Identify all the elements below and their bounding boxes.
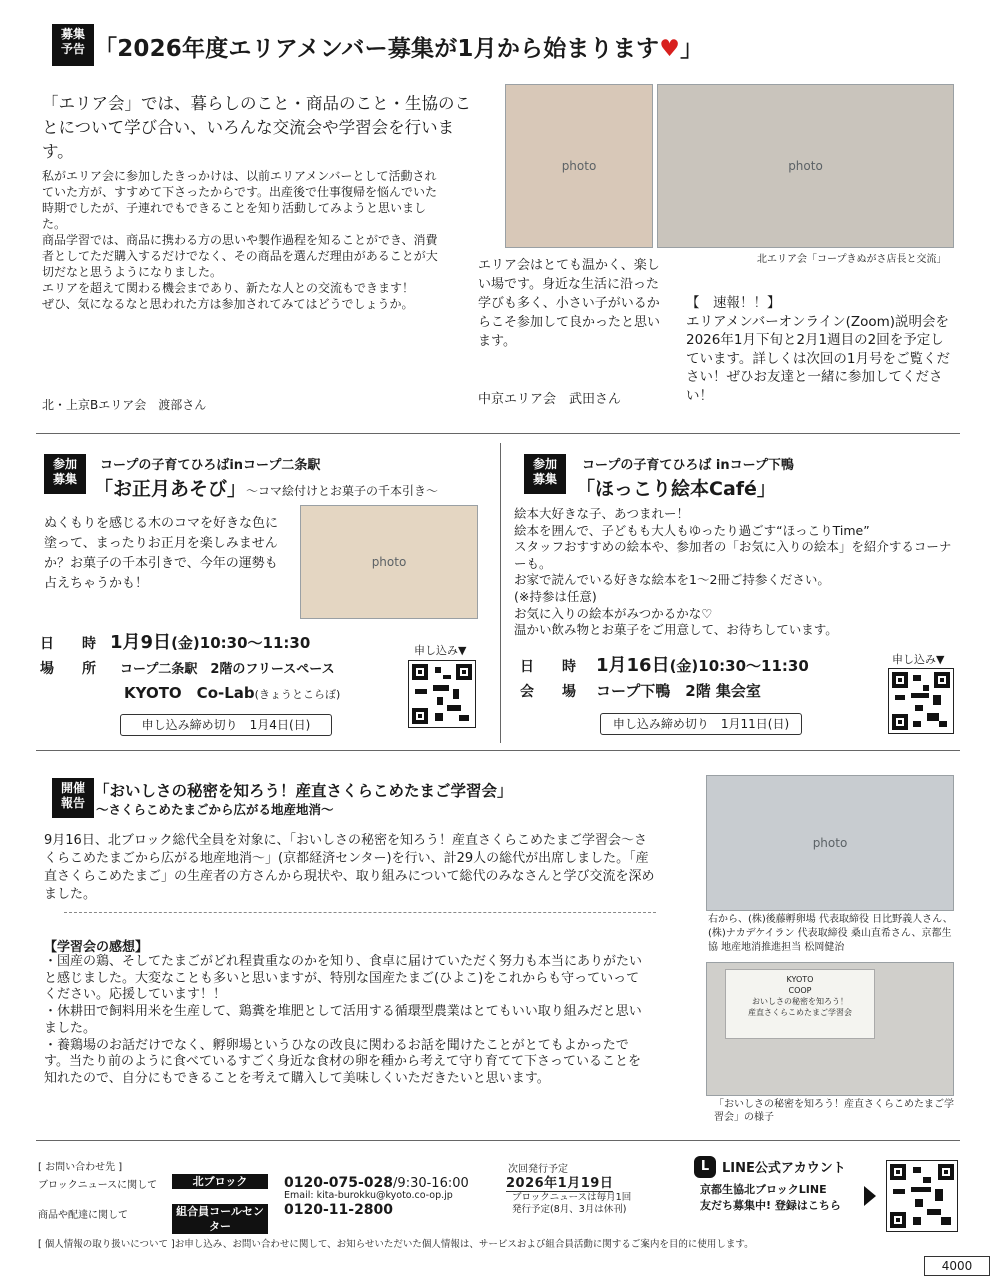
impressions-text: ・国産の鶏、そしてたまごがどれ程貴重なのかを知り、食卓に届けていただく努力も本当にありがたいと感じました。大変なことも多いと思いますが、特別な国産たまご(ひよこ)をこれからも守っていってください。応援しています！！ ・休耕田で飼料用米を生産して、鶏糞を堆肥として活用する循環型農業はとてもいい取り組みだと思いました。 ・養鶏場のお話だけでなく、孵卵場というひなの改良に関わるお話を聞けたことがとてもよかったです。当たり前のように食べているすごく身近な食材の卵を種から考えて守り育てて下さっていることを知れたので、自分にもできることを考えて購入して美味しくいただきたいと思います。	[44, 954, 643, 1086]
event2-place: 会 場 コープ下鴨 2階 集会室	[520, 682, 761, 700]
page-number: 4000	[924, 1256, 990, 1276]
recruit-title: 「2026年度エリアメンバー募集が1月から始まります♥」	[94, 36, 704, 62]
event1-tag: 参加 募集	[44, 454, 86, 494]
line-account-title: LINE公式アカウント	[722, 1161, 846, 1176]
contact-row2-phone[interactable]: 0120-11-2800	[284, 1202, 394, 1218]
study-session-photo	[706, 962, 954, 1096]
event2-tag: 参加 募集	[524, 454, 566, 494]
report-title: 「おいしさの秘密を知ろう！産直さくらこめたまご学習会」	[94, 782, 513, 800]
line-logo-icon: L	[694, 1156, 716, 1178]
session-caption: 「おいしさの秘密を知ろう！産直さくらこめたまご学習会」の様子	[714, 1099, 954, 1123]
speaker-caption: 右から、(株)後藤孵卵場 代表取締役 日比野義人さん、(株)ナカデケイラン 代表取締役 桑山直希さん、京都生協 地産地消推進担当 松岡健治	[708, 914, 953, 953]
event1-apply-label: 申し込み▼	[414, 644, 467, 657]
report-subtitle: 〜さくらこめたまごから広がる地産地消〜	[96, 802, 334, 817]
report-tag: 開催 報告	[52, 778, 94, 818]
heart-icon: ♥	[659, 36, 681, 62]
event2-deadline: 申し込み締め切り 1月11日(日)	[600, 713, 802, 735]
contact-email[interactable]: Email: kita-burokku@kyoto.co-op.jp	[284, 1190, 453, 1201]
next-issue-label: 次回発行予定	[508, 1164, 568, 1175]
next-issue-note: ブロックニュースは毎月1回 発行予定(8月、3月は休刊)	[512, 1192, 632, 1215]
event2-apply-label: 申し込み▼	[892, 653, 945, 666]
slide-screen: KYOTO COOP おいしさの秘密を知ろう！ 産直さくらこめたまご学習会	[725, 969, 875, 1039]
contact-row1-label: ブロックニュースに関して	[38, 1180, 158, 1191]
divider	[36, 750, 960, 751]
privacy-notice: [ 個人情報の取り扱いについて ]お申し込み、お問い合わせに関して、お知らせいただいた個人情報は、サービスおよび組合員活動に関するご案内を目的に使用します。	[38, 1239, 754, 1250]
event1-place: 場 所 コープ二条駅 2階のフリースペース	[40, 661, 335, 677]
event2-description: 絵本大好きな子、あつまれー！ 絵本を囲んで、子どもも大人もゆったり過ごす“ほっこりTime” スタッフおすすめの絵本や、参加者の「お気に入りの絵本」を紹介するコーナーも。 お家で読んでいる好きな絵本を1〜2冊ご持参ください。 (※持参は任意) お気に入りの絵本がみつかるかな♡ 温かい飲み物とお菓子をご用意して、お待ちしています。	[514, 506, 952, 638]
impressions-heading: 【学習会の感想】	[44, 940, 149, 955]
line-account-text: 京都生協北ブロックLINE 友だち募集中! 登録はこちら	[700, 1183, 841, 1212]
event2-date: 日 時 1月16日(金)10:30〜11:30	[520, 655, 809, 676]
recruit-quote-2: エリア会はとても温かく、楽しい場です。身近な生活に沿った学びも多く、小さい子がいるからこそ参加して良かったと思います。	[478, 258, 661, 349]
divider-vertical	[500, 443, 501, 743]
line-qr-code[interactable]	[886, 1160, 958, 1232]
report-body: 9月16日、北ブロック総代全員を対象に、「おいしさの秘密を知ろう！産直さくらこめたまご学習会〜さくらこめたまごから広がる地産地消〜」(京都経済センター)を行い、計29人の総代が出席しました。「産直さくらこめたまご」の生産者の方さんから現状や、取り組みについて総代のみなさんと学び交流を深めました。	[44, 833, 655, 902]
contact-row1-phone[interactable]: 0120-075-028/9:30-16:00	[284, 1175, 469, 1191]
mother-baby-photo: photo	[505, 84, 653, 248]
event1-subtitle: コープの子育てひろばinコープ二条駅	[100, 458, 321, 473]
wooden-tops-photo: photo	[300, 505, 478, 619]
event1-description: ぬくもりを感じる木のコマを好きな色に塗って、まったりお正月を楽しみませんか？お菓子の千本引きで、今年の運勢も占えちゃうかも！	[44, 516, 279, 591]
divider	[36, 433, 960, 434]
speaker-panel-photo: photo	[706, 775, 954, 911]
contact-row2-label: 商品や配達に関して	[38, 1210, 128, 1221]
event1-title: 「お正月あそび」〜コマ絵付けとお菓子の千本引き〜	[94, 478, 439, 500]
dashed-divider	[64, 912, 656, 913]
event1-deadline: 申し込み締め切り 1月4日(日)	[120, 714, 332, 736]
photo-caption: 北エリア会「コープきぬがさ店長と交流」	[757, 254, 947, 265]
next-issue-date: 2026年1月19日	[506, 1172, 613, 1192]
quote-1-author: 北・上京Bエリア会 渡部さん	[42, 398, 207, 412]
area-meeting-photo: photo	[657, 84, 954, 248]
contact-heading: [ お問い合わせ先 ]	[38, 1162, 123, 1173]
arrow-right-icon	[864, 1186, 876, 1206]
event1-venue: KYOTO Co-Lab(きょうとこらぼ)	[124, 684, 341, 702]
event1-date: 日 時 1月9日(金)10:30〜11:30	[40, 632, 311, 653]
event2-title: 「ほっこり絵本Café」	[576, 478, 776, 500]
event2-subtitle: コープの子育てひろば inコープ下鴨	[582, 458, 794, 473]
event2-qr-code[interactable]	[888, 668, 954, 734]
event1-qr-code[interactable]	[408, 660, 476, 728]
recruit-lead: 「エリア会」では、暮らしのこと・商品のこと・生協のことについて学び合い、いろんな交流会や学習会を行います。	[42, 94, 471, 161]
divider	[36, 1140, 960, 1141]
kita-block-badge: 北ブロック	[172, 1174, 268, 1189]
recruit-quote-1: 私がエリア会に参加したきっかけは、以前エリアメンバーとして活動されていた方が、すすめて下さったからです。出産後で仕事復帰を悩んでいた時期でしたが、子連れでもできることを知り活動してみようと思いました。 商品学習では、商品に携わる方の思いや製作過程を知ることができ、消費者としてただ購入するだけでなく、その商品を選んだ理由があることが大切だなと思うようになりました。 エリアを超えて関わる機会まであり、新たな人との交流もできます！ ぜひ、気になるなと思われた方は参加されてみてはどうでしょうか。	[42, 169, 438, 311]
news-flash: 【 速報！！】 エリアメンバーオンライン(Zoom)説明会を2026年1月下旬と2月1週目の2回を予定しています。詳しくは次回の1月号をご覧ください！ぜひお友達と一緒に参加してください！	[686, 295, 951, 404]
recruit-tag: 募集 予告	[52, 24, 94, 66]
call-center-badge: 組合員コールセンター	[172, 1204, 268, 1234]
quote-2-author: 中京エリア会 武田さん	[478, 392, 622, 407]
